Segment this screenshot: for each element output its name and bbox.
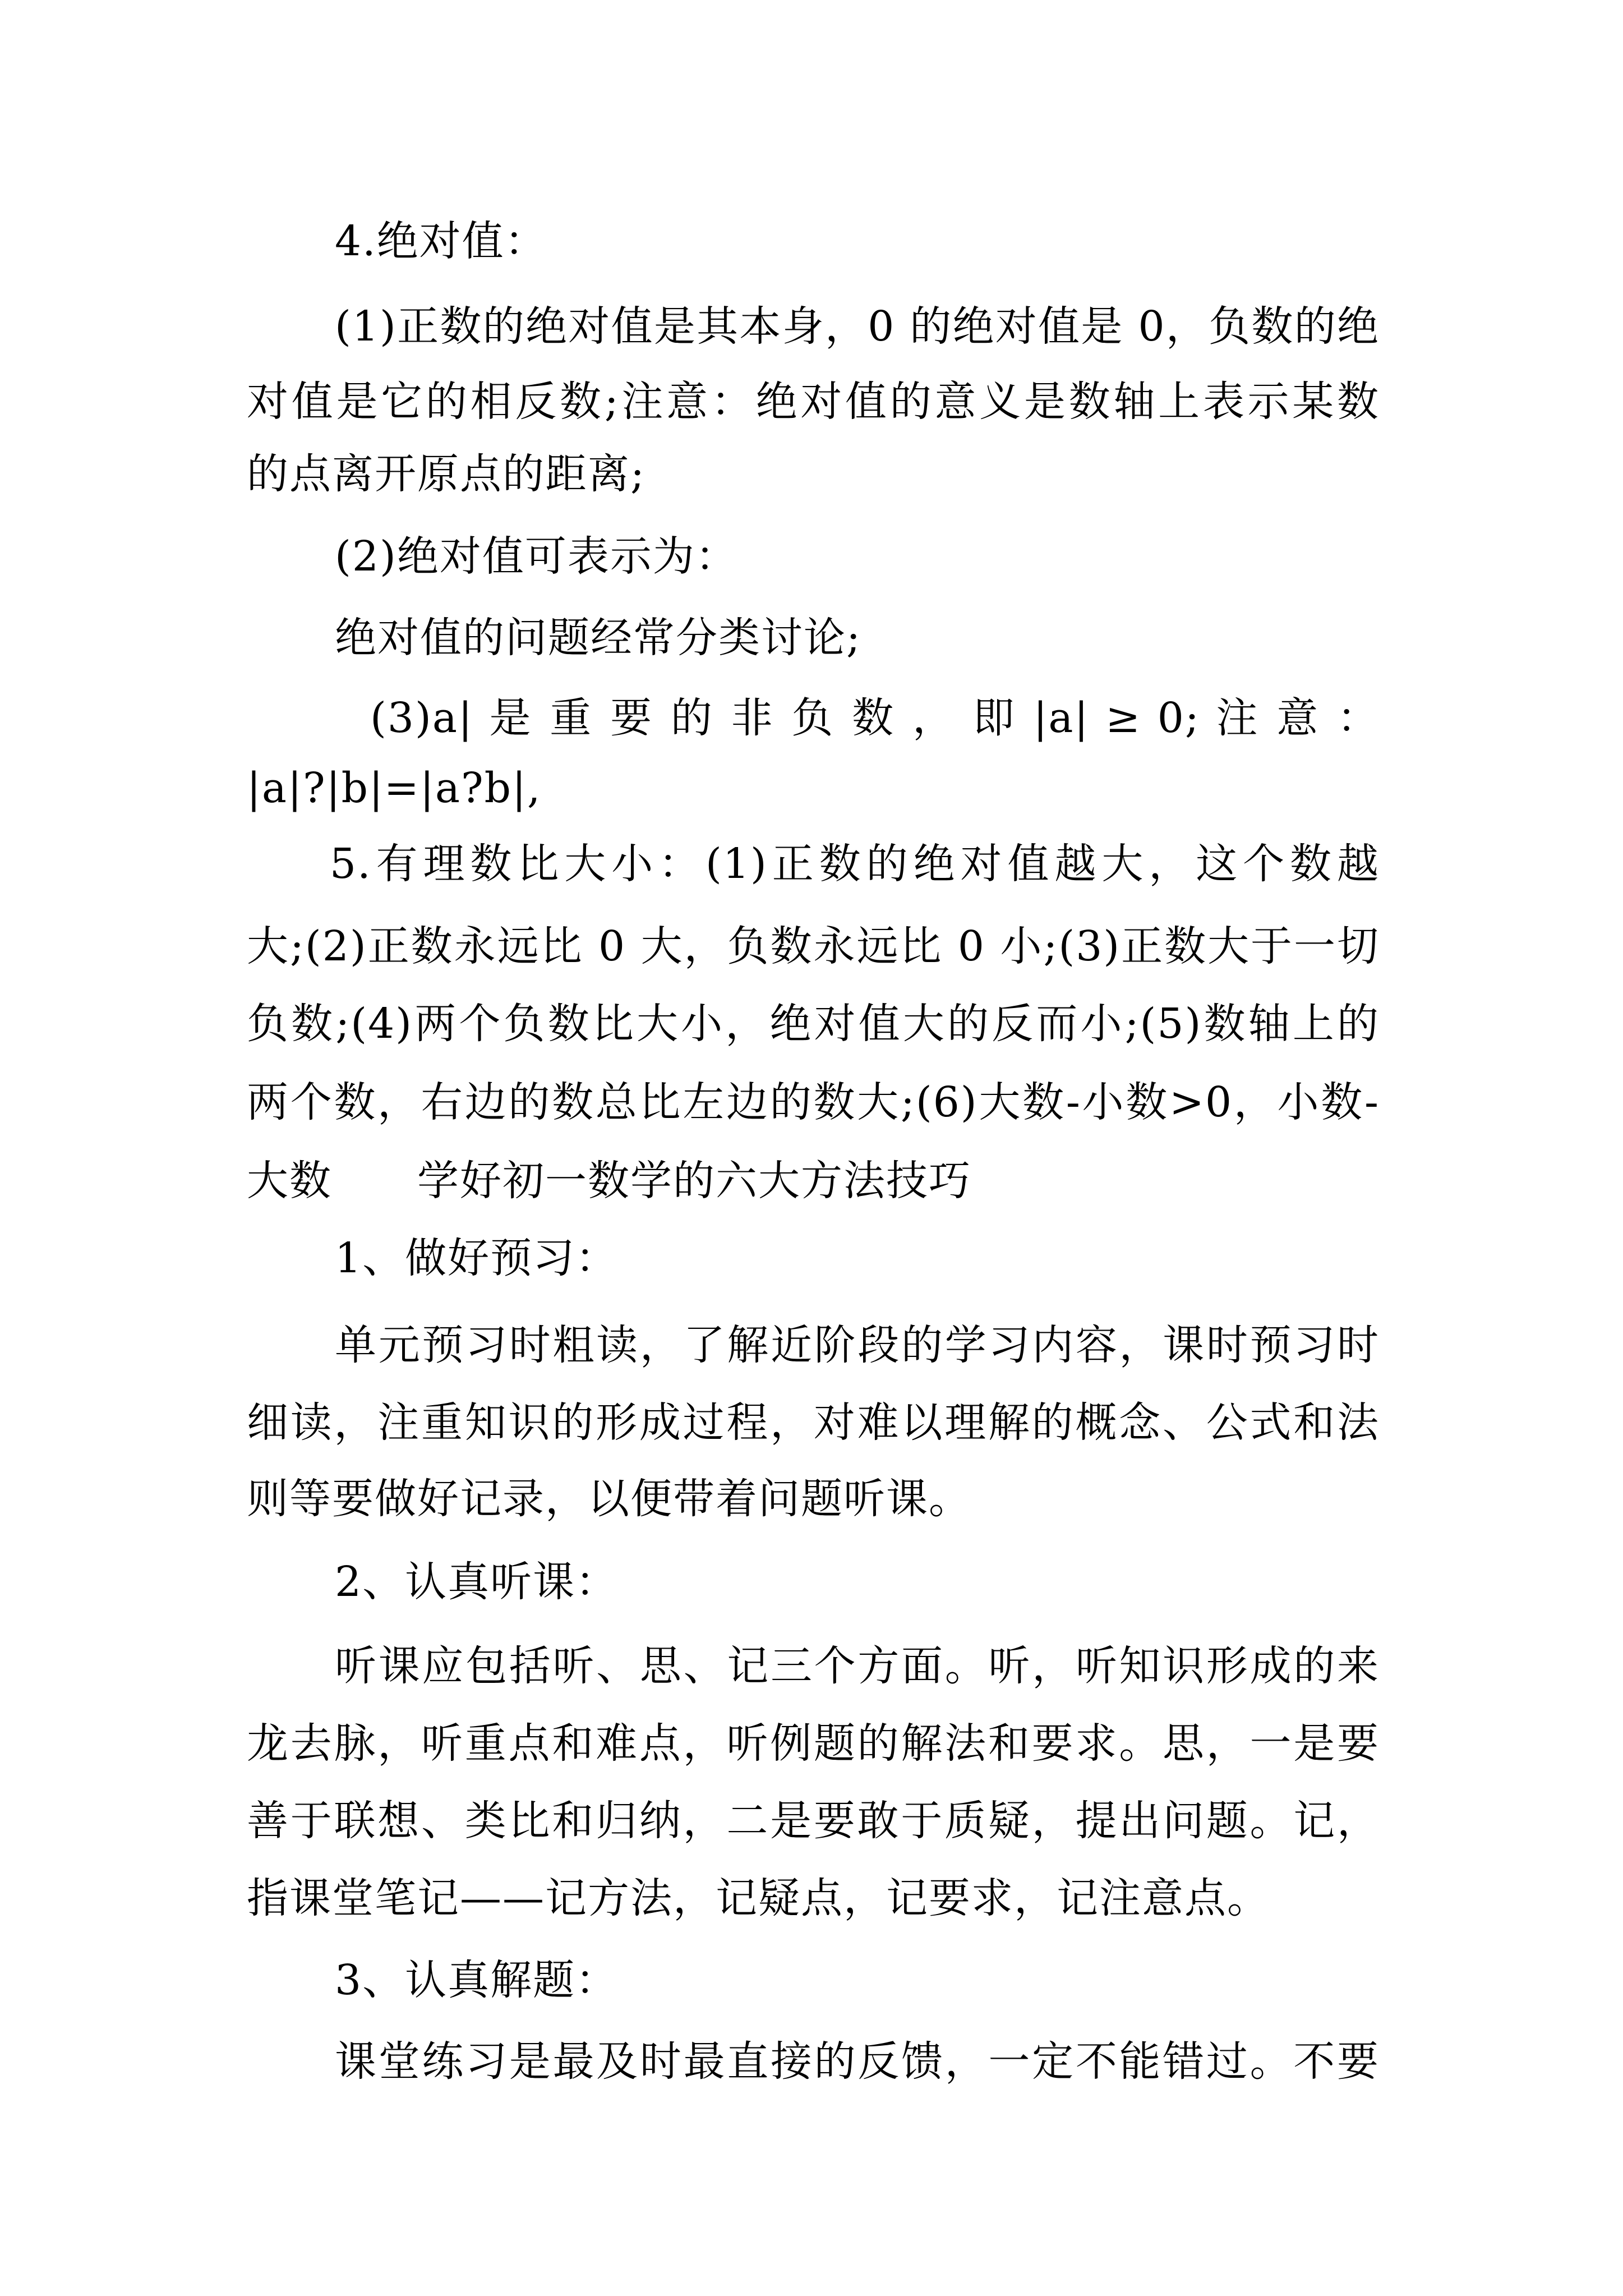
paragraph-line: (1)正数的绝对值是其本身，0 的绝对值是 0，负数的绝 <box>335 302 1380 351</box>
paragraph-line: 听课应包括听、思、记三个方面。听，听知识形成的来 <box>335 1642 1380 1690</box>
paragraph-line: 对值是它的相反数;注意：绝对值的意义是数轴上表示某数 <box>247 378 1380 426</box>
paragraph-line: 两个数，右边的数总比左边的数大;(6)大数-小数>0，小数- <box>247 1078 1380 1126</box>
paragraph-line: 课堂练习是最及时最直接的反馈，一定不能错过。不要 <box>335 2037 1380 2086</box>
paragraph-line: 则等要做好记录，以便带着问题听课。 <box>247 1475 971 1523</box>
section-heading-listen: 2、认真听课： <box>335 1558 619 1606</box>
paragraph-line: 细读，注重知识的形成过程，对难以理解的概念、公式和法 <box>247 1398 1380 1447</box>
paragraph-line: 负数;(4)两个负数比大小，绝对值大的反而小;(5)数轴上的 <box>247 1000 1380 1048</box>
paragraph-line: (2)绝对值可表示为： <box>335 532 738 581</box>
section-heading-preview: 1、做好预习： <box>335 1234 619 1282</box>
section-heading-compare-rationals: 5.有理数比大小：(1)正数的绝对值越大，这个数越 <box>330 840 1380 888</box>
paragraph-line: 善于联想、类比和归纳，二是要敢于质疑，提出问题。记， <box>247 1797 1380 1845</box>
paragraph-line: 大数 学好初一数学的六大方法技巧 <box>247 1157 971 1205</box>
section-heading-solve: 3、认真解题： <box>335 1956 619 2004</box>
paragraph-line: 单元预习时粗读，了解近阶段的学习内容，课时预习时 <box>335 1321 1380 1369</box>
paragraph-line: 的点离开原点的距离; <box>247 450 645 498</box>
section-heading-absolute-value: 4.绝对值： <box>335 217 547 265</box>
paragraph-line: 大;(2)正数永远比 0 大，负数永远比 0 小;(3)正数大于一切 <box>247 922 1380 970</box>
paragraph-line: 绝对值的问题经常分类讨论; <box>335 614 861 662</box>
paragraph-line: 指课堂笔记——记方法，记疑点，记要求，记注意点。 <box>247 1874 1270 1922</box>
paragraph-line: (3)a| 是 重 要 的 非 负 数 ， 即 |a| ≥ 0; 注 意 ： <box>370 694 1380 742</box>
paragraph-line: |a|?|b|=|a?b|, <box>247 764 542 812</box>
paragraph-line: 龙去脉，听重点和难点，听例题的解法和要求。思，一是要 <box>247 1719 1380 1768</box>
